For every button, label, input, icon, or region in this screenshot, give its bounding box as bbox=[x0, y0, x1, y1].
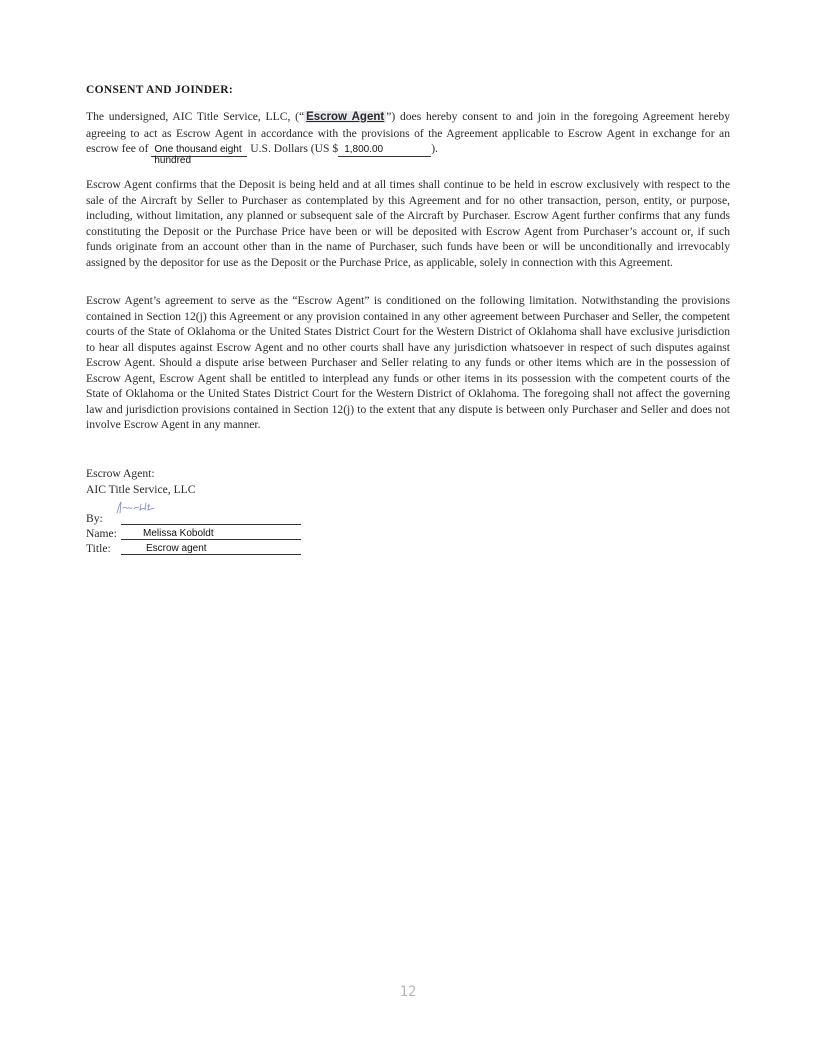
limitation-paragraph: Escrow Agent’s agreement to serve as the “Escrow Agent” is conditioned on the following limitation. Notwithstanding the provisions contained in Section 12(j) this Agreement or any provision contained in any other agreement between Purchaser and Seller, the competent courts of the State of Oklahoma or the United States District Court for the Western District of Oklahoma shall have exclusive jurisdiction to hear all disputes against Escrow Agent and no other courts shall have any jurisdiction whatsoever in respect of such disputes against Escrow Agent. Should a dispute arise between Purchaser and Seller relating to any funds or other items which are in the possession of Escrow Agent, Escrow Agent shall be entitled to interplead any funds or other items in its possession with the competent courts of the State of Oklahoma or the United States District Court for the Western District of Oklahoma. The foregoing shall not affect the governing law and jurisdiction provisions contained in Section 12(j) to the extent that any dispute is between only Purchaser and Seller and does not involve Escrow Agent in any manner. bbox=[86, 294, 730, 431]
consent-close-text: ). bbox=[431, 142, 438, 155]
by-row bbox=[86, 512, 120, 525]
escrow-agent-defined-term: Escrow Agent bbox=[306, 111, 385, 123]
by-label: By: bbox=[86, 512, 103, 525]
deposit-confirmation-paragraph: Escrow Agent confirms that the Deposit is being held and at all times shall continue to be held in escrow exclusively with respect to the sale of the Aircraft by Seller to Purchaser as contemplated by this Agreement and for no other transaction, person, entity, or purpose, including, without limitation, any planned or subsequent sale of the Aircraft by Purchaser. Escrow Agent further confirms that any funds constituting the Deposit or the Purchase Price have been or will be deposited with Escrow Agent from Purchaser’s account or, if such funds originate from an account other than in the name of Purchaser, such funds have been or will be unconditionally and irrevocably assigned by the depositor for use as the Deposit or the Purchase Price, as applicable, solely in connection with this Agreement. bbox=[86, 178, 730, 269]
title-field[interactable]: Escrow agent bbox=[146, 543, 207, 554]
fee-words-line2: hundred bbox=[154, 155, 192, 166]
fee-in-words-field[interactable] bbox=[151, 144, 247, 166]
title-label: Title: bbox=[86, 542, 111, 555]
consent-text-after: ”) does hereby consent to and join in the foregoing Agreement hereby agreeing to act as Escrow Agent in accordance with the provisions of the Agreement applicable to Escrow Agent in exchange for an escrow fee of bbox=[86, 110, 731, 155]
title-line bbox=[121, 554, 301, 555]
name-field[interactable]: Melissa Koboldt bbox=[143, 528, 214, 539]
consent-paragraph bbox=[86, 109, 731, 166]
party-label: Escrow Agent: bbox=[86, 467, 155, 480]
handwritten-signature bbox=[115, 500, 157, 516]
section-heading: CONSENT AND JOINDER: bbox=[86, 84, 234, 96]
fee-words-line1: One thousand eight bbox=[154, 144, 242, 155]
name-line bbox=[121, 539, 301, 540]
fee-amount-field[interactable]: 1,800.00 bbox=[338, 144, 431, 157]
consent-text-before: The undersigned, AIC Title Service, LLC, (“ bbox=[86, 110, 305, 123]
name-row bbox=[86, 527, 214, 540]
page-number: 12 bbox=[399, 984, 417, 1000]
currency-text: U.S. Dollars (US $ bbox=[250, 142, 339, 155]
party-name: AIC Title Service, LLC bbox=[86, 482, 196, 496]
signature-party-block bbox=[86, 466, 196, 497]
name-label: Name: bbox=[86, 527, 117, 540]
by-signature-line[interactable] bbox=[121, 524, 301, 525]
title-row bbox=[86, 542, 207, 555]
